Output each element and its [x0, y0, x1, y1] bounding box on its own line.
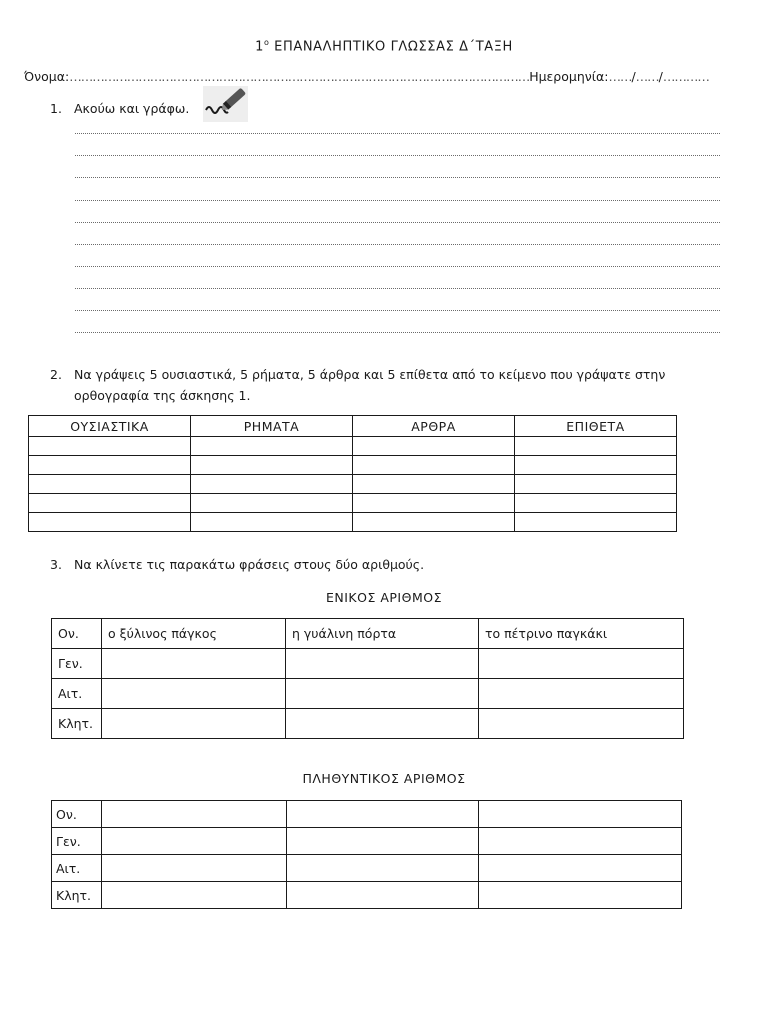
- question-3: [50, 557, 424, 572]
- date-day-field[interactable]: ……: [608, 69, 632, 84]
- answer-cell[interactable]: [515, 475, 677, 494]
- date-separator: /: [631, 69, 636, 84]
- answer-cell[interactable]: [353, 513, 515, 532]
- question-text-continued: ορθογραφία της άσκησης 1.: [74, 388, 251, 403]
- table-row: [29, 494, 677, 513]
- date-label: Ημερομηνία:: [529, 69, 609, 84]
- table-row: [29, 456, 677, 475]
- answer-cell[interactable]: [29, 437, 191, 456]
- question-number: 2.: [50, 367, 62, 382]
- question-1: [50, 101, 189, 116]
- question-text: Να κλίνετε τις παρακάτω φράσεις στους δύο αριθμούς.: [74, 557, 425, 572]
- writing-line[interactable]: [75, 133, 720, 134]
- table-row: [52, 619, 684, 649]
- table-row: [52, 882, 682, 909]
- answer-cell[interactable]: [479, 855, 682, 882]
- name-date-line: [24, 69, 709, 84]
- column-header: ΕΠΙΘΕΤΑ: [515, 416, 677, 437]
- writing-line[interactable]: [75, 244, 720, 245]
- answer-cell[interactable]: [353, 437, 515, 456]
- case-label: Γεν.: [52, 828, 102, 855]
- answer-cell[interactable]: [479, 679, 684, 709]
- answer-cell[interactable]: [102, 679, 286, 709]
- parts-of-speech-table: [28, 415, 677, 532]
- table-row: [52, 649, 684, 679]
- answer-cell[interactable]: [479, 709, 684, 739]
- answer-cell[interactable]: [102, 801, 287, 828]
- table-row: [52, 709, 684, 739]
- answer-cell[interactable]: [29, 475, 191, 494]
- answer-cell[interactable]: [287, 882, 479, 909]
- question-text: Να γράψεις 5 ουσιαστικά, 5 ρήματα, 5 άρθρα και 5 επίθετα από το κείμενο που γράψατε στην: [74, 367, 666, 382]
- date-month-field[interactable]: ……: [635, 69, 659, 84]
- answer-cell[interactable]: [515, 437, 677, 456]
- writing-line[interactable]: [75, 200, 720, 201]
- case-label: Αιτ.: [52, 855, 102, 882]
- answer-cell[interactable]: [102, 882, 287, 909]
- case-label: Ον.: [52, 801, 102, 828]
- answer-cell[interactable]: [479, 801, 682, 828]
- phrase-cell: ο ξύλινος πάγκος: [102, 619, 286, 649]
- answer-cell[interactable]: [353, 456, 515, 475]
- answer-cell[interactable]: [287, 801, 479, 828]
- date-year-field[interactable]: …………: [662, 69, 709, 84]
- writing-line[interactable]: [75, 332, 720, 333]
- answer-cell[interactable]: [191, 456, 353, 475]
- case-label: Κλητ.: [52, 709, 102, 739]
- question-number: 1.: [50, 101, 62, 116]
- singular-title: ΕΝΙΚΟΣ ΑΡΙΘΜΟΣ: [326, 590, 442, 605]
- plural-declension-table: [51, 800, 682, 909]
- answer-cell[interactable]: [287, 855, 479, 882]
- answer-cell[interactable]: [286, 709, 479, 739]
- table-row: [29, 513, 677, 532]
- date-separator: /: [658, 69, 663, 84]
- case-label: Ον.: [52, 619, 102, 649]
- pen-writing-icon: [203, 86, 248, 122]
- column-header: ΡΗΜΑΤΑ: [191, 416, 353, 437]
- answer-cell[interactable]: [102, 828, 287, 855]
- answer-cell[interactable]: [102, 649, 286, 679]
- table-header-row: [29, 416, 677, 437]
- answer-cell[interactable]: [191, 494, 353, 513]
- table-row: [29, 475, 677, 494]
- column-header: ΑΡΘΡΑ: [353, 416, 515, 437]
- answer-cell[interactable]: [29, 494, 191, 513]
- answer-cell[interactable]: [353, 475, 515, 494]
- case-label: Γεν.: [52, 649, 102, 679]
- phrase-cell: το πέτρινο παγκάκι: [479, 619, 684, 649]
- name-label: Όνομα:: [24, 69, 70, 84]
- answer-cell[interactable]: [286, 679, 479, 709]
- table-row: [52, 801, 682, 828]
- answer-cell[interactable]: [479, 828, 682, 855]
- answer-cell[interactable]: [287, 828, 479, 855]
- question-number: 3.: [50, 557, 62, 572]
- writing-line[interactable]: [75, 177, 720, 178]
- table-row: [52, 828, 682, 855]
- question-text: Ακούω και γράφω.: [74, 101, 190, 116]
- answer-cell[interactable]: [102, 709, 286, 739]
- writing-line[interactable]: [75, 266, 720, 267]
- answer-cell[interactable]: [102, 855, 287, 882]
- answer-cell[interactable]: [29, 456, 191, 475]
- case-label: Αιτ.: [52, 679, 102, 709]
- writing-line[interactable]: [75, 155, 720, 156]
- table-row: [52, 855, 682, 882]
- answer-cell[interactable]: [515, 513, 677, 532]
- answer-cell[interactable]: [479, 649, 684, 679]
- singular-declension-table: [51, 618, 684, 739]
- answer-cell[interactable]: [479, 882, 682, 909]
- table-row: [29, 437, 677, 456]
- table-row: [52, 679, 684, 709]
- writing-line[interactable]: [75, 310, 720, 311]
- answer-cell[interactable]: [515, 494, 677, 513]
- phrase-cell: η γυάλινη πόρτα: [286, 619, 479, 649]
- answer-cell[interactable]: [29, 513, 191, 532]
- answer-cell[interactable]: [191, 475, 353, 494]
- answer-cell[interactable]: [515, 456, 677, 475]
- name-field[interactable]: …………………………………………………………………………………………………………: [69, 69, 530, 84]
- answer-cell[interactable]: [353, 494, 515, 513]
- writing-line[interactable]: [75, 222, 720, 223]
- case-label: Κλητ.: [52, 882, 102, 909]
- answer-cell[interactable]: [286, 649, 479, 679]
- answer-cell[interactable]: [191, 513, 353, 532]
- column-header: ΟΥΣΙΑΣΤΙΚΑ: [29, 416, 191, 437]
- plural-title: ΠΛΗΘΥΝΤΙΚΟΣ ΑΡΙΘΜΟΣ: [302, 771, 466, 786]
- worksheet-title: $1^o$ ΕΠΑΝΑΛΗΠΤΙΚΟ ΓΛΩΣΣΑΣ Δ΄ΤΑΞΗ: [255, 38, 513, 55]
- writing-line[interactable]: [75, 288, 720, 289]
- question-2: [50, 364, 730, 406]
- answer-cell[interactable]: [191, 437, 353, 456]
